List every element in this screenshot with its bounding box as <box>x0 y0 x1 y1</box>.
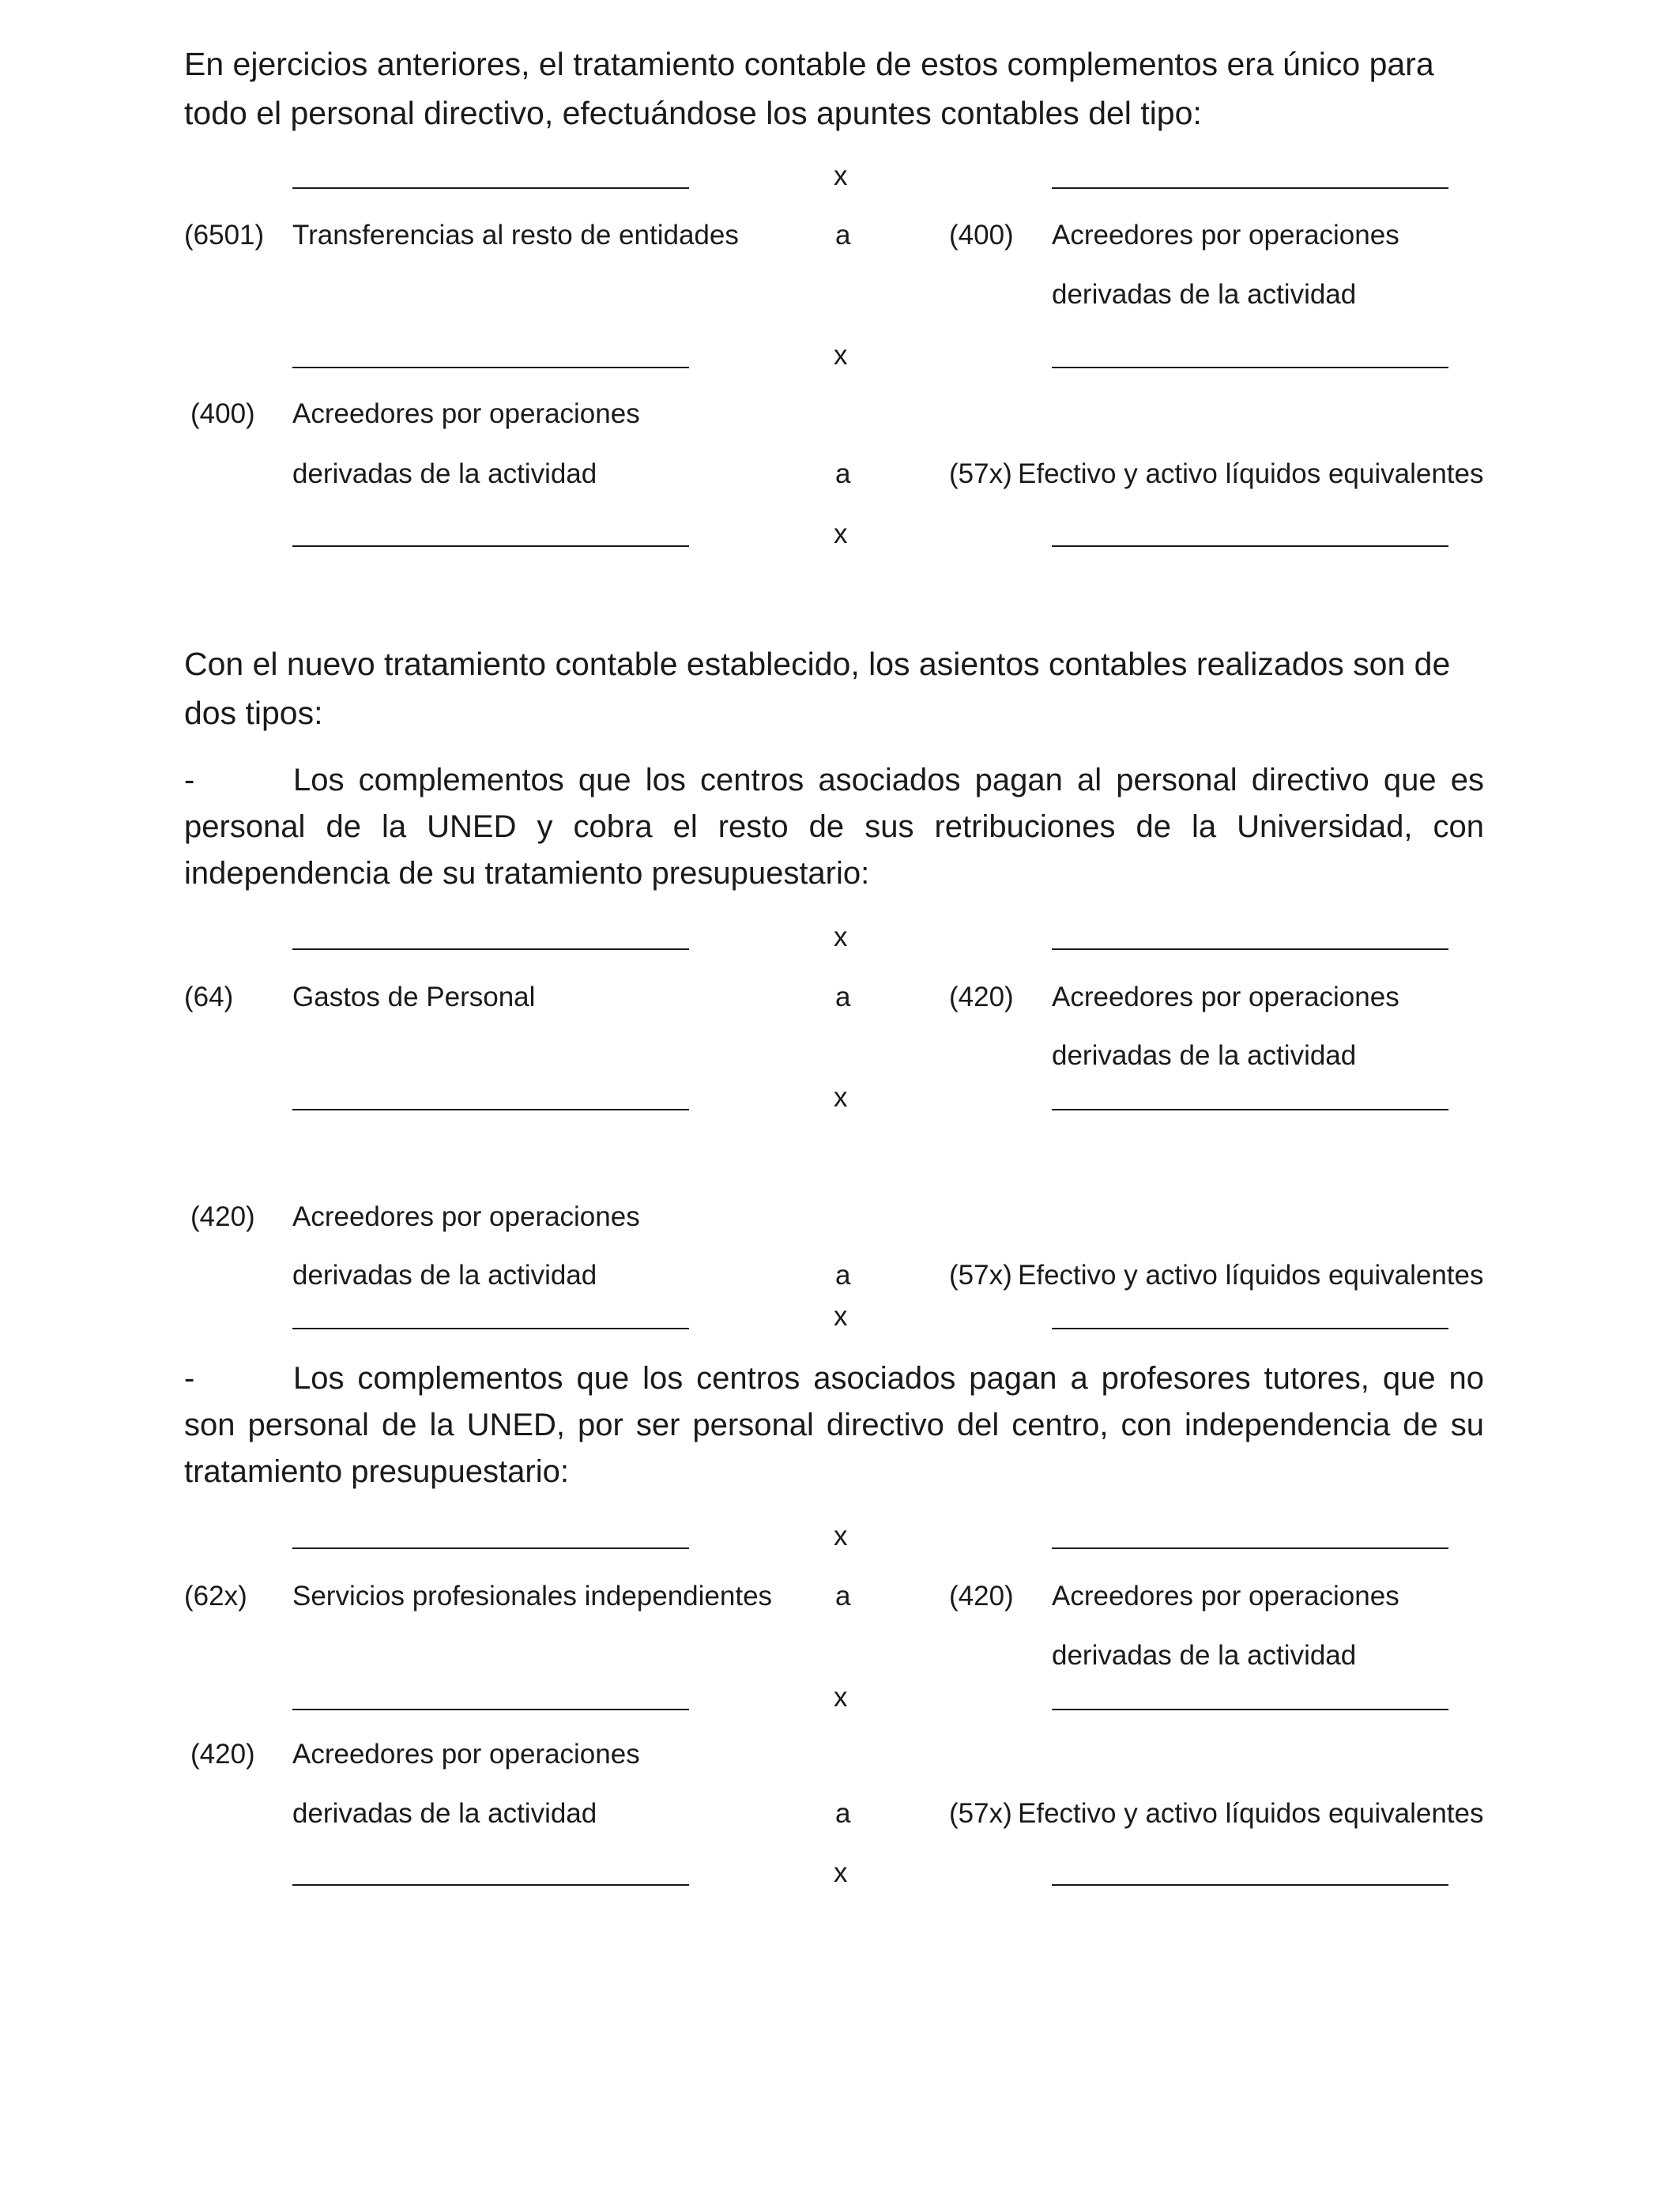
journal-rule <box>1052 1328 1448 1329</box>
debit-account-code: (64) <box>184 982 234 1012</box>
case2-text: Los complementos que los centros asociados pagan a profesores tutores, que no son personal de la UNED, por ser personal directivo del centro, con independencia de su tratamiento presupuestario: <box>184 1361 1484 1489</box>
journal-rule <box>1052 1547 1448 1549</box>
case2-paragraph <box>184 1355 1484 1495</box>
credit-account-name: Acreedores por operaciones <box>1052 982 1399 1012</box>
debit-account-name: Acreedores por operaciones <box>292 1739 640 1770</box>
debit-account-name-cont: derivadas de la actividad <box>292 1798 597 1829</box>
cross-mark: x <box>834 340 848 371</box>
journal-rule <box>1052 545 1448 547</box>
cross-mark: x <box>834 1857 848 1888</box>
credit-account-name-cont: derivadas de la actividad <box>1052 279 1357 310</box>
credit-account-name: Efectivo y activo líquidos equivalentes <box>1018 1260 1484 1291</box>
debit-account-code: (420) <box>190 1201 255 1232</box>
journal-rule <box>292 1109 689 1110</box>
case1-text: Los complementos que los centros asociados pagan al personal directivo que es personal de la UNED y cobra el resto de sus retribuciones de la Universidad, con independencia de su tratamiento presupuestario: <box>184 763 1484 891</box>
to-separator: a <box>835 220 851 251</box>
cross-mark: x <box>834 518 848 549</box>
bullet-dash: - <box>184 763 195 797</box>
journal-rule <box>292 1709 689 1710</box>
journal-rule <box>1052 948 1448 950</box>
cross-mark: x <box>834 1082 848 1113</box>
debit-account-code: (62x) <box>184 1581 247 1612</box>
debit-account-name: Acreedores por operaciones <box>292 1201 640 1232</box>
journal-rule <box>292 187 689 189</box>
credit-account-code: (57x) <box>949 1260 1012 1291</box>
credit-account-name: Efectivo y activo líquidos equivalentes <box>1018 1798 1484 1829</box>
journal-rule <box>292 367 689 368</box>
debit-account-name-cont: derivadas de la actividad <box>292 458 597 489</box>
journal-rule <box>292 1884 689 1886</box>
bullet-dash: - <box>184 1361 195 1396</box>
credit-account-name-cont: derivadas de la actividad <box>1052 1640 1357 1671</box>
journal-rule <box>1052 1884 1448 1886</box>
credit-account-code: (400) <box>949 220 1014 251</box>
cross-mark: x <box>834 922 848 952</box>
credit-account-name: Acreedores por operaciones <box>1052 220 1399 251</box>
credit-account-code: (57x) <box>949 1798 1012 1829</box>
cross-mark: x <box>834 1521 848 1551</box>
debit-account-name-cont: derivadas de la actividad <box>292 1260 597 1291</box>
cross-mark: x <box>834 1682 848 1713</box>
credit-account-code: (57x) <box>949 458 1012 489</box>
credit-account-name: Acreedores por operaciones <box>1052 1581 1399 1612</box>
to-separator: a <box>835 982 851 1012</box>
credit-account-code: (420) <box>949 982 1014 1012</box>
credit-account-name-cont: derivadas de la actividad <box>1052 1040 1357 1071</box>
debit-account-code: (420) <box>190 1739 255 1770</box>
debit-account-code: (6501) <box>184 220 265 251</box>
debit-account-name: Servicios profesionales independientes <box>292 1581 773 1612</box>
debit-account-name: Gastos de Personal <box>292 982 536 1012</box>
journal-rule <box>1052 1109 1448 1110</box>
journal-rule <box>1052 1709 1448 1710</box>
intro-paragraph: En ejercicios anteriores, el tratamiento contable de estos complementos era único para todo el personal directivo, efectuándose los apuntes contables del tipo: <box>184 46 1434 131</box>
journal-rule <box>292 948 689 950</box>
journal-rule <box>1052 187 1448 189</box>
cross-mark: x <box>834 1301 848 1332</box>
debit-account-name: Transferencias al resto de entidades <box>292 220 739 251</box>
to-separator: a <box>835 458 851 489</box>
journal-rule <box>1052 367 1448 368</box>
journal-rule <box>292 1328 689 1329</box>
case1-paragraph <box>184 757 1484 897</box>
to-separator: a <box>835 1798 851 1829</box>
to-separator: a <box>835 1581 851 1612</box>
new-treatment-paragraph: Con el nuevo tratamiento contable establecido, los asientos contables realizados son de dos tipos: <box>184 646 1451 731</box>
debit-account-code: (400) <box>190 398 255 429</box>
journal-rule <box>292 1547 689 1549</box>
debit-account-name: Acreedores por operaciones <box>292 398 640 429</box>
to-separator: a <box>835 1260 851 1291</box>
credit-account-name: Efectivo y activo líquidos equivalentes <box>1018 458 1484 489</box>
credit-account-code: (420) <box>949 1581 1014 1612</box>
journal-rule <box>292 545 689 547</box>
cross-mark: x <box>834 160 848 191</box>
